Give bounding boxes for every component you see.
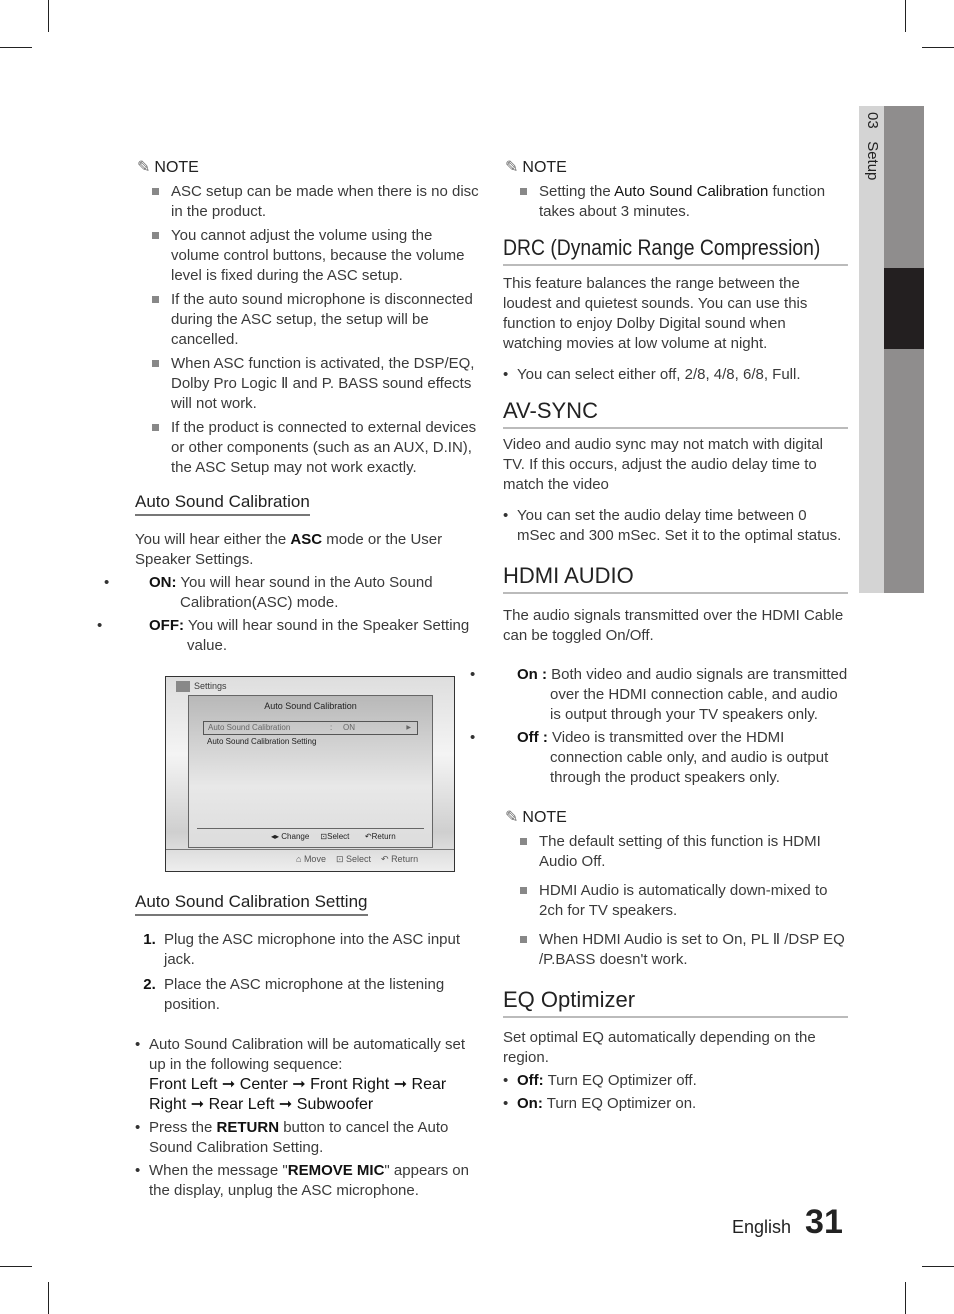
section-title: EQ Optimizer — [503, 986, 848, 1018]
paragraph: Set optimal EQ automatically depending on the region. — [503, 1029, 816, 1066]
page-number: 31 — [805, 1203, 843, 1241]
pencil-icon: ✎ — [505, 159, 519, 176]
hdmi-section — [503, 562, 848, 788]
list-item: If the auto sound microphone is disconnected during the ASC setup, the setup will be cancelled. — [171, 290, 480, 350]
osd-item: Auto Sound Calibration Setting — [207, 737, 317, 746]
right-column — [503, 158, 848, 1117]
paragraph: Video and audio sync may not match with digital TV. If this occurs, adjust the audio delay time to match the video — [503, 436, 823, 493]
osd-hints: ◂▸ Change ⊡Select ↶Return — [271, 832, 396, 841]
note-title: NOTE — [522, 809, 567, 826]
chapter-label: 03 Setup — [864, 112, 881, 181]
step: 2. Place the ASC microphone at the listening position. — [143, 976, 445, 1013]
crop-mark — [48, 1282, 49, 1314]
list-item: • Off : Video is transmitted over the HDMI connection cable only, and audio is output through the product speakers only. — [517, 728, 848, 788]
section-title: AV-SYNC — [503, 397, 848, 429]
list-item: • OFF: You will hear sound in the Speaker Setting value. — [149, 616, 480, 656]
avsync-section — [503, 397, 848, 546]
page-footer — [732, 1203, 843, 1241]
list-item: • Press the RETURN button to cancel the Auto Sound Calibration Setting. — [149, 1118, 480, 1158]
osd-screenshot — [165, 676, 455, 872]
osd-row-asc: Auto Sound Calibration : ON ▶ — [203, 721, 418, 735]
osd-dialog — [188, 695, 433, 848]
note-right-1 — [505, 158, 848, 222]
list-item: Setting the Auto Sound Calibration function takes about 3 minutes. — [539, 182, 848, 222]
section-title: Auto Sound Calibration — [135, 492, 310, 516]
note-left — [137, 158, 480, 478]
crop-mark — [905, 0, 906, 32]
note-title: NOTE — [522, 159, 567, 176]
crop-mark — [905, 1282, 906, 1314]
note-right-2 — [505, 808, 848, 970]
pencil-icon: ✎ — [137, 159, 151, 176]
crop-mark — [0, 47, 32, 48]
list-item: • Off: Turn EQ Optimizer off. — [517, 1071, 848, 1091]
list-item: • ON: You will hear sound in the Auto Sound Calibration(ASC) mode. — [149, 573, 480, 613]
list-item: • On : Both video and audio signals are transmitted over the HDMI connection cable, and audio is output through your TV speakers only. — [517, 665, 848, 725]
chapter-tab-marker — [884, 268, 924, 349]
crop-mark — [48, 0, 49, 32]
list-item: • When the message "REMOVE MIC" appears on the display, unplug the ASC microphone. — [149, 1161, 480, 1201]
list-item: The default setting of this function is HDMI Audio Off. — [539, 832, 848, 872]
osd-title: Auto Sound Calibration — [264, 701, 357, 711]
list-item: • You can select either off, 2/8, 4/8, 6/8, Full. — [517, 365, 848, 385]
crop-mark — [922, 47, 954, 48]
language-label: English — [732, 1217, 792, 1237]
note-title: NOTE — [154, 159, 199, 176]
arrow-right-icon: ▶ — [406, 725, 411, 731]
crop-mark — [922, 1266, 954, 1267]
drc-section — [503, 234, 848, 385]
settings-icon — [176, 681, 190, 692]
section-title: HDMI AUDIO — [503, 562, 848, 594]
list-item: • You can set the audio delay time between 0 mSec and 300 mSec. Set it to the optimal status. — [517, 506, 848, 546]
list-item: When HDMI Audio is set to On, PL Ⅱ /DSP EQ /P.BASS doesn't work. — [539, 930, 848, 970]
asc-section — [135, 492, 480, 656]
steps — [135, 930, 480, 1015]
section-title: DRC (Dynamic Range Compression) — [503, 234, 848, 266]
osd-bg-hints: ⌂ Move ⊡ Select ↶ Return — [296, 854, 419, 864]
chapter-tab-bar — [884, 106, 924, 593]
crop-mark — [0, 1266, 32, 1267]
list-item: ASC setup can be made when there is no disc in the product. — [171, 183, 479, 220]
paragraph: The audio signals transmitted over the HDMI Cable can be toggled On/Off. — [503, 607, 844, 644]
asc-setting-section — [135, 892, 480, 1201]
paragraph: You will hear either the ASC mode or the User Speaker Settings. — [135, 531, 443, 568]
list-item: HDMI Audio is automatically down-mixed to 2ch for TV speakers. — [539, 881, 848, 921]
osd-bg-title: Settings — [194, 681, 227, 691]
list-item: • Auto Sound Calibration will be automatically set up in the following sequence: Front Left ➞ Center ➞ Front Right ➞ Rear Right ➞ Rear Left ➞ Subwoofer — [149, 1035, 480, 1115]
paragraph: This feature balances the range between the loudest and quietest sounds. You can use this function to enjoy Dolby Digital sound when watching movies at low volume at night. — [503, 275, 808, 352]
list-item: When ASC function is activated, the DSP/EQ, Dolby Pro Logic Ⅱ and P. BASS sound effects will not work. — [171, 354, 480, 414]
list-item: If the product is connected to external devices or other components (such as an AUX, D.IN), the ASC Setup may not work exactly. — [171, 418, 480, 478]
left-column — [135, 158, 480, 1204]
step: 1. Plug the ASC microphone into the ASC input jack. — [143, 931, 461, 968]
list-item: You cannot adjust the volume using the volume control buttons, because the volume level is fixed during the ASC setup. — [171, 226, 480, 286]
eq-section — [503, 986, 848, 1114]
list-item: • On: Turn EQ Optimizer on. — [517, 1094, 848, 1114]
pencil-icon: ✎ — [505, 809, 519, 826]
section-title: Auto Sound Calibration Setting — [135, 892, 368, 916]
